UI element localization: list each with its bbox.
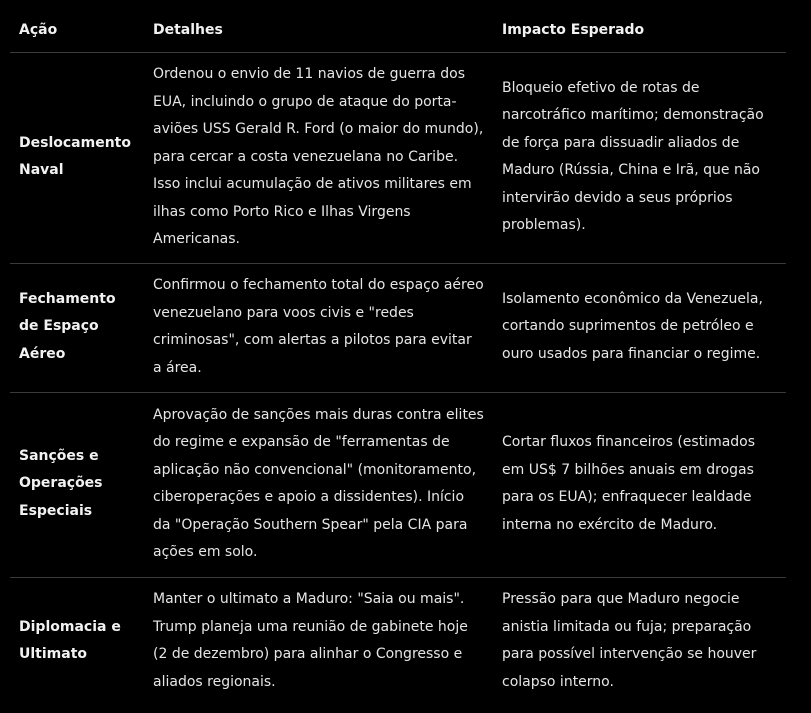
actions-table [10,8,786,706]
table-row [10,392,786,577]
action-cell: Fechamento de Espaço Aéreo [10,263,144,392]
details-cell: Ordenou o envio de 11 navios de guerra dos EUA, incluindo o grupo de ataque do porta-aviões USS Gerald R. Ford (o maior do mundo), para cercar a costa venezuelana no Caribe. Isso inclui acumulação de ativos militares em ilhas como Porto Rico e Ilhas Virgens Americanas. [144,53,493,264]
details-cell: Manter o ultimato a Maduro: "Saia ou mais". Trump planeja uma reunião de gabinete hoje (2 de dezembro) para alinhar o Congresso e aliados regionais. [153,591,468,690]
header-action: Ação [10,8,144,53]
header-row [10,8,786,53]
table-header [10,8,786,53]
table-body [10,53,786,707]
details-cell: Aprovação de sanções mais duras contra elites do regime e expansão de "ferramentas de aplicação não convencional" (monitoramento, ciberoperações e apoio a dissidentes). Início da "Operação Southern Spear" pela CIA para ações em solo. [144,392,493,577]
header-impact: Impacto Esperado [493,8,786,53]
impact-cell: Pressão para que Maduro negocie anistia limitada ou fuja; preparação para possível intervenção se houver colapso interno. [502,591,757,690]
header-details: Detalhes [144,8,493,53]
action-cell: Diplomacia e Ultimato [19,618,121,663]
table-row [10,263,786,392]
table-row [10,53,786,264]
impact-cell: Isolamento econômico da Venezuela, cortando suprimentos de petróleo e ouro usados para financiar o regime. [493,263,786,392]
action-cell: Sanções e Operações Especiais [10,392,144,577]
impact-cell: Cortar fluxos financeiros (estimados em US$ 7 bilhões anuais em drogas para os EUA); enfraquecer lealdade interna no exército de Maduro. [493,392,786,577]
details-cell: Confirmou o fechamento total do espaço aéreo venezuelano para voos civis e "redes criminosas", com alertas a pilotos para evitar a área. [144,263,493,392]
action-cell: Deslocamento Naval [10,53,144,264]
impact-cell: Bloqueio efetivo de rotas de narcotráfico marítimo; demonstração de força para dissuadir aliados de Maduro (Rússia, China e Irã, que não intervirão devido a seus próprios problemas). [493,53,786,264]
table-row [10,577,786,706]
